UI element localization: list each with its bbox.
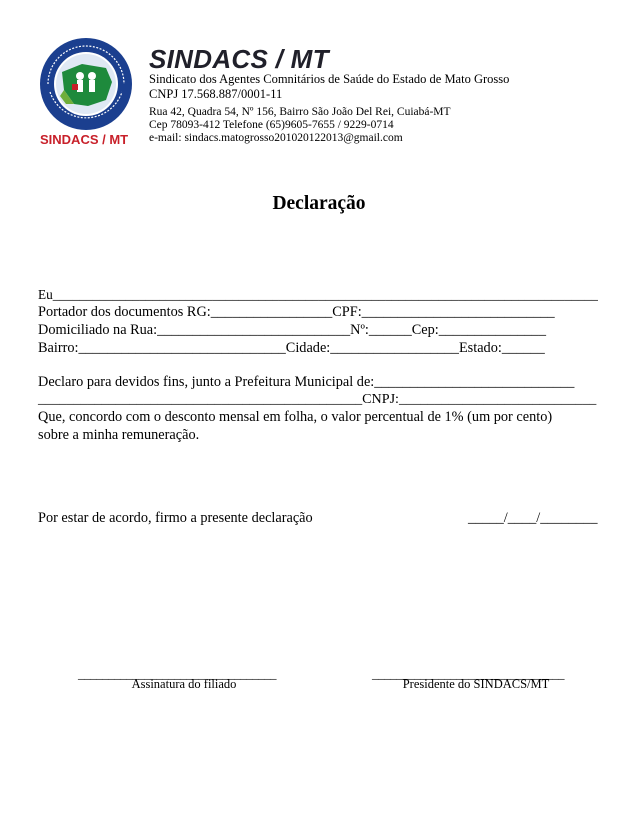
agreement-text: Por estar de acordo, firmo a presente declaração	[38, 510, 313, 526]
declaration-line-4: sobre a minha remuneração.	[38, 427, 200, 443]
org-email: e-mail: sindacs.matogrosso201020122013@gmail.com	[149, 132, 403, 144]
field-name-line: Eu__________________________________________________________________________________	[38, 287, 598, 302]
president-signature-line: ________________________________	[372, 666, 564, 681]
document-title: Declaração	[272, 193, 366, 214]
sindacs-logo	[36, 34, 136, 150]
brand-name: SINDACS / MT	[149, 44, 329, 74]
org-cnpj: CNPJ 17.568.887/0001-11	[149, 87, 283, 101]
org-address: Rua 42, Quadra 54, Nº 156, Bairro São João Del Rei, Cuiabá-MT	[149, 106, 451, 118]
declaration-line-3: Que, concordo com o desconto mensal em folha, o valor percentual de 1% (um por cento)	[38, 409, 553, 425]
org-phone: Cep 78093-412 Telefone (65)9605-7655 / 9229-0714	[149, 119, 394, 131]
org-name: Sindicato dos Agentes Comnitários de Saúde do Estado de Mato Grosso	[149, 72, 510, 86]
field-address-line: Domiciliado na Rua:___________________________Nº:______Cep:_______________	[38, 322, 546, 338]
declaration-line-1: Declaro para devidos fins, junto a Prefeitura Municipal de:____________________________	[38, 374, 575, 390]
member-signature-caption: Assinatura do filiado	[131, 677, 237, 691]
field-documents-line: Portador dos documentos RG:_________________CPF:___________________________	[38, 304, 555, 320]
president-signature-caption: Presidente do SINDACS/MT	[402, 677, 550, 691]
svg-text:SINDACS / MT: SINDACS / MT	[40, 132, 129, 147]
member-signature-line: _________________________________	[78, 666, 276, 681]
field-district-line: Bairro:_____________________________Cidade:__________________Estado:______	[38, 340, 545, 356]
date-blank: _____/____/________	[468, 510, 598, 526]
declaration-line-2: ______________________________________________CNPJ:____________________________	[38, 391, 597, 407]
